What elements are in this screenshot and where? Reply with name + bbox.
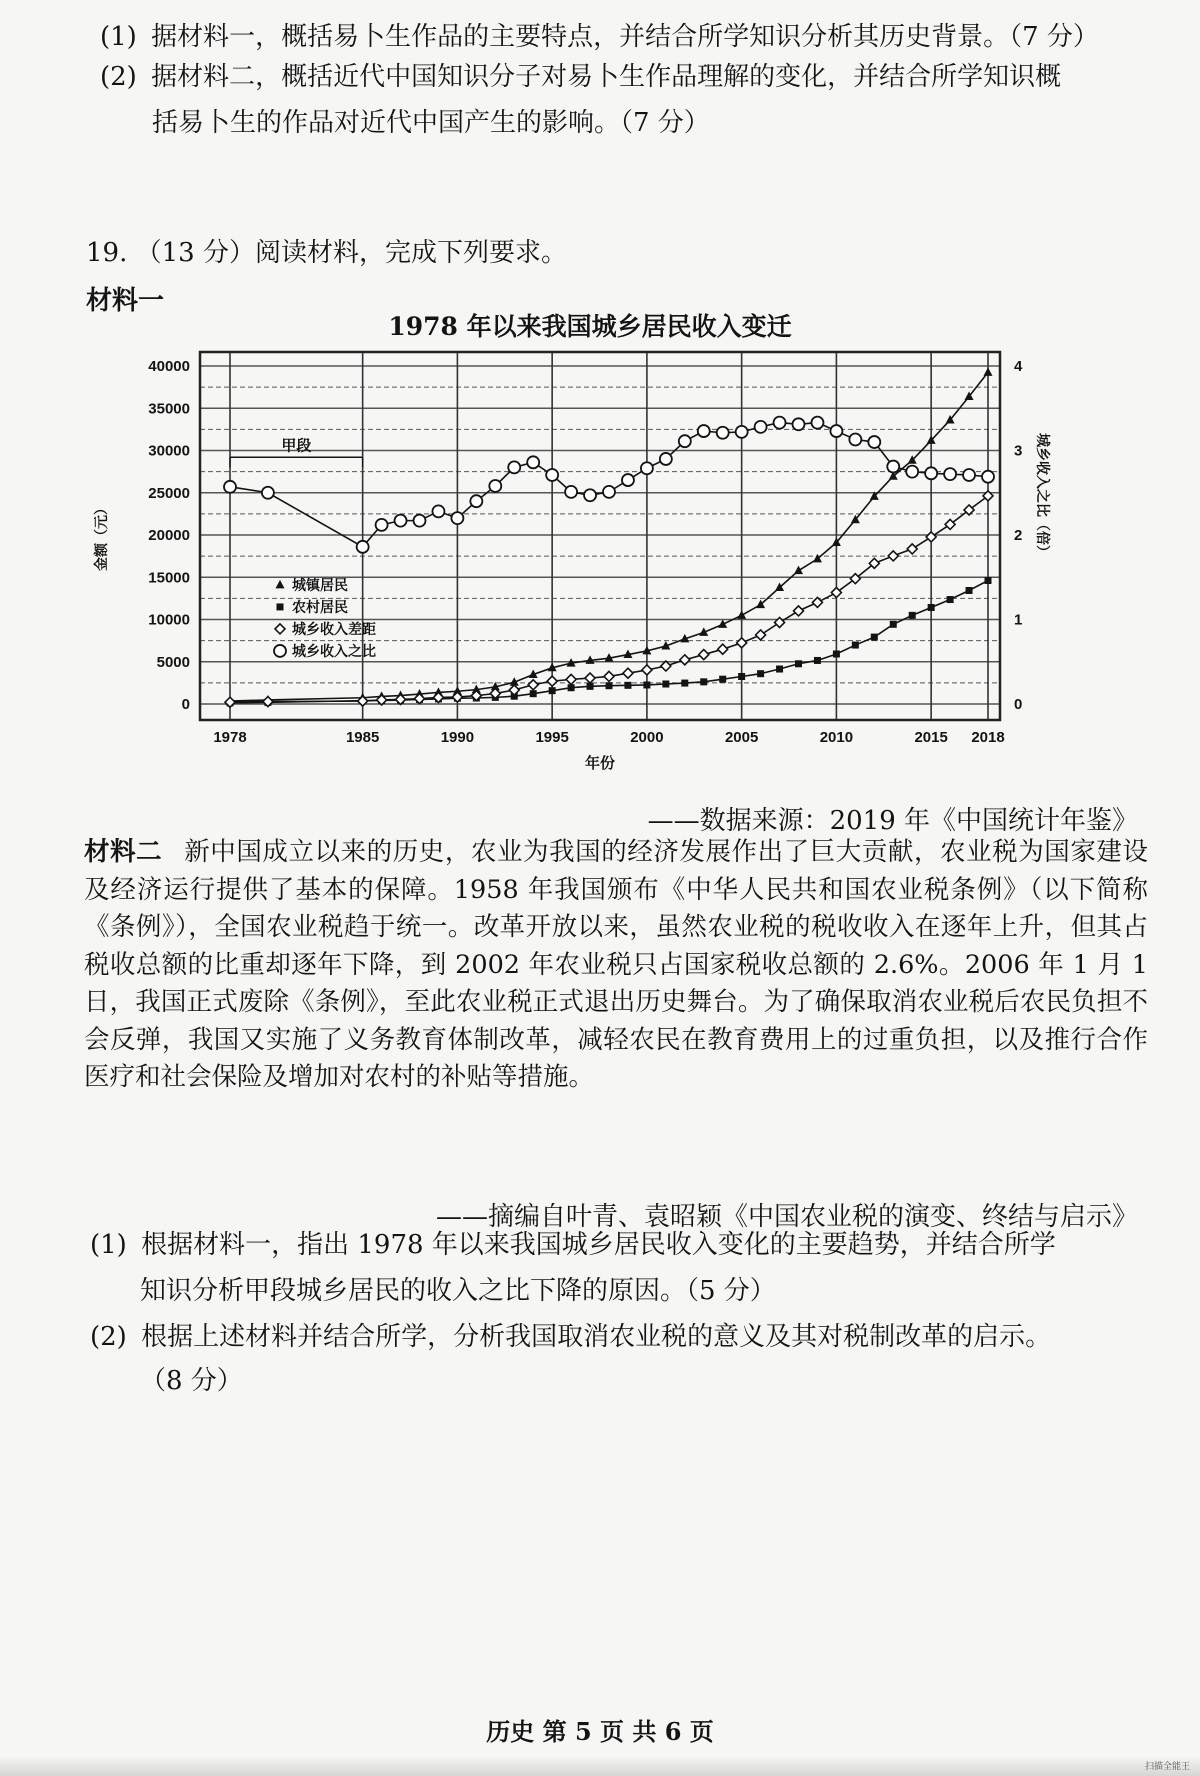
data-point — [662, 681, 669, 688]
data-point — [643, 681, 650, 688]
data-point — [925, 467, 937, 479]
data-point — [414, 515, 426, 527]
data-point — [757, 670, 764, 677]
data-point — [565, 486, 577, 498]
y-tick-label: 25000 — [148, 484, 190, 502]
data-point — [909, 612, 916, 619]
data-point — [622, 474, 634, 486]
data-point — [947, 596, 954, 603]
data-point — [604, 671, 614, 681]
data-point — [888, 551, 898, 561]
legend-marker — [277, 603, 284, 610]
income-chart — [80, 312, 1050, 797]
data-point — [830, 425, 842, 437]
q19-question-2-text: 根据上述材料并结合所学，分析我国取消农业税的意义及其对税制改革的启示。 — [141, 1322, 1052, 1352]
data-point — [795, 660, 802, 667]
q18-item-2-num: (2) — [100, 62, 137, 92]
q18-item-2-cont: 括易卜生的作品对近代中国产生的影响。（7 分） — [152, 108, 710, 138]
data-point — [928, 604, 935, 611]
data-point — [984, 367, 993, 376]
y2-axis-label: 城乡收入之比（倍） — [1034, 433, 1050, 559]
y2-tick-label: 3 — [1014, 442, 1023, 460]
source-2: ——摘编自叶青、袁昭颖《中国农业税的演变、终结与启示》 — [435, 1202, 1138, 1232]
plot-frame — [200, 352, 1000, 720]
annotation-label: 甲段 — [281, 436, 312, 455]
data-point — [700, 678, 707, 685]
data-point — [887, 461, 899, 473]
y2-tick-label: 1 — [1014, 611, 1023, 629]
q19-question-2 — [90, 1320, 1051, 1354]
data-point — [699, 650, 709, 660]
material2 — [84, 834, 1148, 1097]
data-point — [698, 425, 710, 437]
q19-question-2-cont: （8 分） — [140, 1366, 243, 1396]
q18-item-1 — [100, 20, 1099, 54]
data-point — [681, 680, 688, 687]
q18-item-2-text: 据材料二，概括近代中国知识分子对易卜生作品理解的变化，并结合所学知识概 — [151, 62, 1062, 92]
data-point — [624, 682, 631, 689]
data-point — [756, 630, 766, 640]
data-point — [985, 577, 992, 584]
data-point — [868, 436, 880, 448]
data-point — [679, 435, 691, 447]
data-point — [376, 519, 388, 531]
y-tick-label: 5000 — [156, 653, 190, 671]
data-point — [833, 650, 840, 657]
x-tick-label: 1995 — [535, 729, 569, 746]
y-tick-label: 15000 — [148, 569, 190, 587]
data-point — [641, 462, 653, 474]
legend-marker — [274, 645, 286, 657]
data-point — [852, 642, 859, 649]
x-axis-label: 年份 — [584, 754, 616, 772]
chart-title: 1978 年以来我国城乡居民收入变迁 — [388, 312, 792, 341]
series-2 — [227, 577, 992, 706]
data-point — [584, 489, 596, 501]
q19-question-1-cont: 知识分析甲段城乡居民的收入之比下降的原因。（5 分） — [140, 1276, 776, 1306]
page-footer: 历史 第 5 页 共 6 页 — [486, 1717, 714, 1746]
data-point — [262, 487, 274, 499]
data-point — [395, 515, 407, 527]
data-point — [432, 505, 444, 517]
source-1: ——数据来源：2019 年《中国统计年鉴》 — [647, 806, 1138, 836]
data-point — [528, 680, 538, 690]
data-point — [546, 469, 558, 481]
data-point — [737, 638, 747, 648]
x-tick-label: 1978 — [213, 729, 247, 746]
data-point — [944, 468, 956, 480]
material2-label: 材料二 — [84, 837, 163, 867]
data-point — [606, 682, 613, 689]
legend-label: 城乡收入之比 — [292, 643, 376, 660]
data-point — [527, 456, 539, 468]
q18-item-1-num: (1) — [100, 22, 137, 52]
legend-label: 农村居民 — [292, 599, 348, 616]
legend-marker — [276, 580, 285, 589]
data-point — [811, 417, 823, 429]
y2-tick-label: 2 — [1014, 527, 1023, 544]
data-point — [719, 676, 726, 683]
data-point — [774, 417, 786, 429]
data-point — [926, 532, 936, 542]
data-point — [963, 469, 975, 481]
data-point — [907, 544, 917, 554]
data-point — [871, 634, 878, 641]
x-tick-label: 2005 — [724, 729, 759, 746]
data-point — [642, 665, 652, 675]
data-point — [470, 495, 482, 507]
y-tick-label: 10000 — [148, 611, 190, 629]
data-point — [906, 466, 918, 478]
series-4 — [224, 417, 994, 553]
y-tick-label: 40000 — [148, 358, 190, 375]
material2-text: 新中国成立以来的历史，农业为我国的经济发展作出了巨大贡献，农业税为国家建设及经济运行提供了基本的保障。1958 年我国颁布《中华人民共和国农业税条例》（以下简称《条例》），全国农业税趋于统一。改革开放以来，虽然农业税的税收收入在逐年上升，但其占税收总额的比重却逐年下降，到 2002 年农业税只占国家税收总额的 2.6%。2006 年 1 月 1 日，我国正式废除《条例》，至此农业税正式退出历史舞台。为了确保取消农业税后农民负担不会反弹，我国又实施了义务教育体制改革，减轻农民在教育费用上的过重负担，以及推行合作医疗和社会保险及增加对农村的补贴等措施。 — [84, 837, 1148, 1092]
data-point — [794, 566, 803, 575]
data-point — [530, 690, 537, 697]
legend-label: 城镇居民 — [292, 577, 348, 594]
x-tick-label: 1985 — [345, 729, 380, 746]
chart-grid — [200, 352, 1000, 720]
data-point — [966, 587, 973, 594]
y-tick-label: 20000 — [148, 527, 190, 544]
scan-watermark: 扫描全能王 — [1144, 1762, 1190, 1772]
data-point — [982, 471, 994, 483]
q19-header: 19. （13 分）阅读材料，完成下列要求。 — [86, 238, 567, 268]
data-point — [547, 676, 557, 686]
legend-label: 城乡收入差距 — [292, 621, 376, 638]
data-point — [451, 512, 463, 524]
data-point — [224, 481, 236, 493]
x-tick-label: 1990 — [440, 729, 475, 746]
scan-edge — [0, 1756, 1200, 1776]
data-point — [738, 673, 745, 680]
q18-item-2 — [100, 60, 1061, 94]
data-point — [736, 426, 748, 438]
data-point — [603, 486, 615, 498]
data-point — [566, 674, 576, 684]
data-point — [680, 655, 690, 665]
data-point — [812, 597, 822, 607]
chart-axes — [93, 352, 1051, 772]
x-tick-label: 2010 — [819, 729, 854, 746]
legend-marker — [275, 624, 285, 634]
q19-question-1 — [90, 1228, 1056, 1262]
x-tick-label: 2000 — [630, 729, 664, 746]
data-point — [737, 610, 746, 619]
y-tick-label: 0 — [181, 696, 190, 713]
data-point — [623, 668, 633, 678]
data-point — [793, 418, 805, 430]
data-point — [357, 541, 369, 553]
data-point — [776, 666, 783, 673]
data-point — [549, 687, 556, 694]
material1-label: 材料一 — [86, 286, 165, 316]
data-point — [814, 657, 821, 664]
data-point — [794, 606, 804, 616]
x-tick-label: 2018 — [971, 729, 1005, 746]
y2-tick-label: 0 — [1014, 696, 1023, 713]
q19-question-1-num: (1) — [90, 1230, 127, 1260]
q18-item-1-text: 据材料一，概括易卜生作品的主要特点，并结合所学知识分析其历史背景。（7 分） — [151, 22, 1099, 52]
q19-question-2-num: (2) — [90, 1322, 127, 1352]
data-point — [489, 480, 501, 492]
data-point — [585, 673, 595, 683]
data-point — [890, 621, 897, 628]
data-point — [849, 434, 861, 446]
data-point — [718, 644, 728, 654]
data-point — [717, 427, 729, 439]
y-tick-label: 35000 — [148, 400, 190, 418]
data-point — [755, 421, 767, 433]
y-tick-label: 30000 — [148, 442, 190, 460]
y2-tick-label: 4 — [1014, 358, 1023, 375]
data-point — [508, 461, 520, 473]
data-point — [660, 453, 672, 465]
chart-legend — [274, 577, 376, 660]
y-axis-label: 金额（元） — [94, 501, 110, 571]
q19-question-1-text: 根据材料一，指出 1978 年以来我国城乡居民收入变化的主要趋势，并结合所学 — [141, 1230, 1056, 1260]
x-tick-label: 2015 — [914, 729, 948, 746]
